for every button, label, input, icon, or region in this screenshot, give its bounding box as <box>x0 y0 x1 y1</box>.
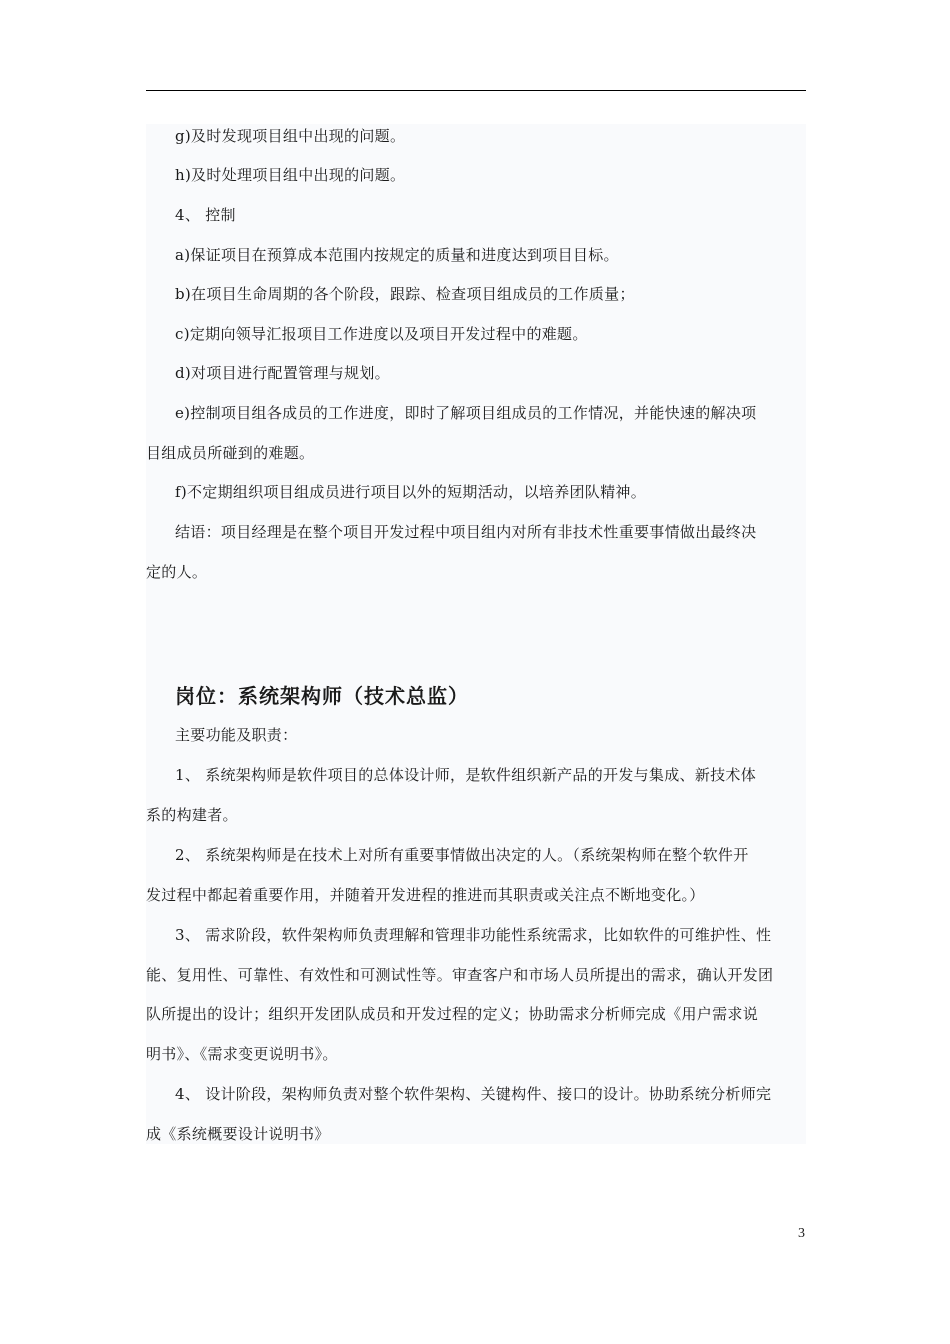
duty-item-4-line-2: 成《系统概要设计说明书》 <box>146 1124 330 1143</box>
paragraph-e <box>146 394 806 473</box>
paragraph-h: h)及时处理项目组中出现的问题。 <box>175 166 406 184</box>
duty-item-4-line-1: 4、 设计阶段，架构师负责对整个软件架构、关键构件、接口的设计。协助系统分析师完 <box>175 1085 772 1103</box>
duty-item-3 <box>146 916 806 1074</box>
paragraph-a: a)保证项目在预算成本范围内按规定的质量和进度达到项目目标。 <box>175 246 619 264</box>
duty-item-3-line-2: 能、复用性、可靠性、有效性和可测试性等。审查客户和市场人员所提出的需求，确认开发团 <box>146 965 774 984</box>
paragraph-e-line-2: 目组成员所碰到的难题。 <box>146 443 315 462</box>
paragraph-e-line-1: e)控制项目组各成员的工作进度，即时了解项目组成员的工作情况，并能快速的解决项 <box>175 404 757 422</box>
paragraph-f: f)不定期组织项目组成员进行项目以外的短期活动，以培养团队精神。 <box>175 483 647 501</box>
duty-item-3-line-4: 明书》、《需求变更说明书》。 <box>146 1044 338 1063</box>
header-rule <box>146 90 806 91</box>
page-number: 3 <box>798 1226 805 1241</box>
duty-item-2-line-2: 发过程中都起着重要作用，并随着开发进程的推进而其职责或关注点不断地变化。） <box>146 885 705 904</box>
paragraph-g: g)及时发现项目组中出现的问题。 <box>175 127 406 145</box>
duty-item-1 <box>146 756 806 835</box>
paragraph-d: d)对项目进行配置管理与规划。 <box>175 364 390 382</box>
duty-item-3-line-3: 队所提出的设计；组织开发团队成员和开发过程的定义；协助需求分析师完成《用户需求说 <box>146 1005 759 1023</box>
paragraph-b: b)在项目生命周期的各个阶段，跟踪、检查项目组成员的工作质量； <box>175 285 635 303</box>
duty-item-2-line-1: 2、 系统架构师是在技术上对所有重要事情做出决定的人。（系统架构师在整个软件开 <box>175 846 749 864</box>
conclusion-line-1: 结语：项目经理是在整个项目开发过程中项目组内对所有非技术性重要事情做出最终决 <box>175 523 757 541</box>
document-body <box>146 124 806 1144</box>
conclusion-line-2: 定的人。 <box>146 562 208 581</box>
section-heading-architect: 岗位：系统架构师（技术总监） <box>175 684 469 708</box>
paragraph-c: c)定期向领导汇报项目工作进度以及项目开发过程中的难题。 <box>175 325 588 343</box>
section-heading-control: 4、 控制 <box>175 206 236 224</box>
duty-item-1-line-2: 系的构建者。 <box>146 805 238 824</box>
duty-item-1-line-1: 1、 系统架构师是软件项目的总体设计师，是软件组织新产品的开发与集成、新技术体 <box>175 766 757 784</box>
paragraph-conclusion <box>146 513 806 592</box>
duty-item-2 <box>146 836 806 915</box>
duties-intro: 主要功能及职责： <box>175 726 298 744</box>
duty-item-3-line-1: 3、 需求阶段，软件架构师负责理解和管理非功能性系统需求，比如软件的可维护性、性 <box>175 926 772 944</box>
duty-item-4 <box>146 1075 806 1154</box>
